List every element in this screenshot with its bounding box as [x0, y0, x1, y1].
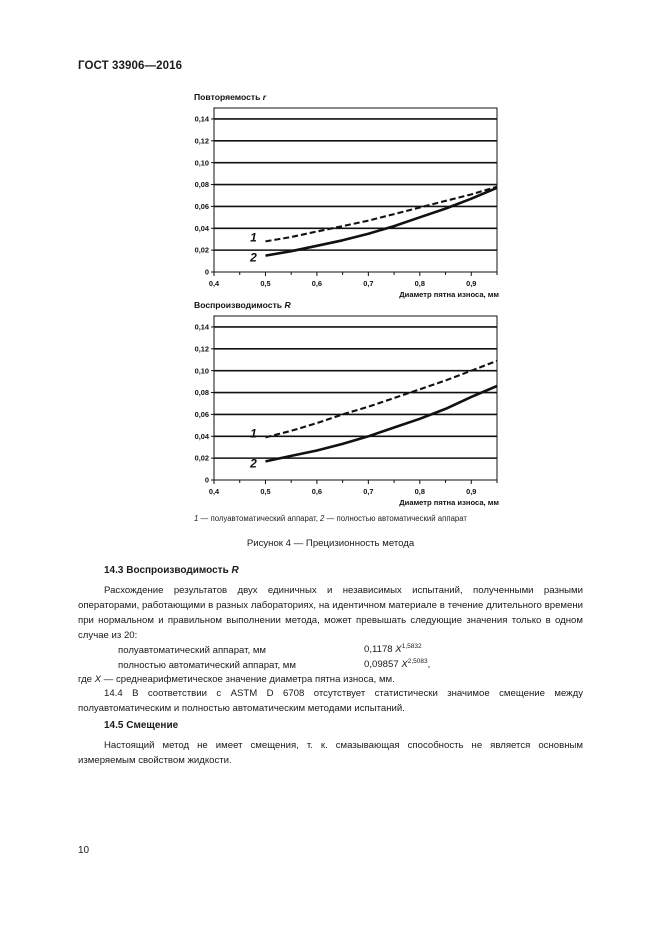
formula-row-full-auto-value [364, 658, 430, 670]
where-x-definition [78, 672, 395, 687]
section-14-3-heading [104, 565, 239, 576]
formula-1-variable: X [395, 644, 402, 655]
reproducibility-chart [0, 293, 661, 513]
section-14-3-paragraph: Расхождение результатов двух единичных и независимых испытаний, полученными разными операторами, работающими в разных лабораториях, на идентичном материале в течение длительного времени при нормальном и правильном выполнении метода, может превышать следующие значения только в одном случае из 20: [78, 585, 583, 641]
formula-2-exponent: 2,5083 [407, 658, 428, 665]
chart-title-symbol: r [262, 92, 267, 102]
y-tick-label: 0,02 [194, 453, 209, 463]
section-14-5-paragraph: Настоящий метод не имеет смещения, т. к. смазывающая способность не является основным измеряемым свойством жидкости. [78, 740, 583, 766]
x-tick-label: 0,5 [260, 487, 271, 496]
y-tick-label: 0,04 [194, 431, 209, 441]
y-tick-label: 0,12 [194, 136, 209, 146]
legend-1-text: — полуавтоматический аппарат, [198, 514, 321, 523]
where-prefix: где [78, 674, 95, 685]
y-tick-label: 0,06 [194, 410, 209, 419]
y-tick-label: 0,14 [194, 322, 209, 332]
where-text: — среднеарифметическое значение диаметра пятна износа, мм. [101, 674, 395, 685]
x-tick-label: 0,5 [260, 279, 271, 288]
section-14-3-heading-symbol: R [231, 565, 239, 576]
series-1-label: 1 [250, 230, 257, 245]
y-tick-label: 0 [204, 267, 209, 277]
plot-frame [214, 316, 497, 480]
formula-row-full-auto-label: полностью автоматический аппарат, мм [118, 660, 297, 671]
x-tick-label: 0,4 [208, 279, 220, 288]
legend-2-text: — полностью автоматический аппарат [324, 514, 467, 523]
series-2-label: 2 [250, 456, 257, 471]
x-tick-label: 0,8 [414, 487, 425, 496]
section-14-4-paragraph: 14.4 В соответствии с ASTM D 6708 отсутствует статистически значимое смещение между полуавтоматическим и полностью автоматическим методами испытаний. [78, 688, 583, 714]
y-tick-label: 0,10 [194, 158, 209, 168]
y-tick-label: 0,14 [194, 114, 209, 124]
series-2-label: 2 [250, 250, 257, 265]
y-tick-label: 0,08 [194, 388, 209, 398]
series-2-line [266, 188, 498, 256]
legend-2-number: 2 [320, 514, 325, 523]
series-1-line [266, 361, 498, 438]
chart-title [194, 92, 267, 102]
y-tick-label: 0,06 [194, 202, 209, 211]
y-tick-label: 0,02 [194, 245, 209, 255]
y-tick-label: 0,12 [194, 344, 209, 354]
section-14-3-heading-text: 14.3 Воспроизводимость [104, 565, 232, 576]
series-2-line [266, 386, 498, 461]
figure-caption: Рисунок 4 — Прецизионность метода [246, 538, 415, 549]
series-1-line [266, 187, 498, 242]
chart-title [194, 300, 291, 310]
x-tick-label: 0,6 [311, 279, 323, 288]
chart-title-symbol: R [284, 300, 291, 310]
formula-row-semi-auto-value [364, 643, 422, 655]
y-tick-label: 0,08 [194, 180, 209, 190]
formula-2-variable: X [401, 659, 408, 670]
x-tick-label: 0,4 [208, 487, 220, 496]
figure-legend [0, 514, 661, 523]
chart-title-text: Повторяемость [194, 92, 263, 102]
formula-row-semi-auto-label: полуавтоматический аппарат, мм [118, 645, 267, 656]
x-tick-label: 0,9 [466, 279, 477, 288]
x-axis-label: Диаметр пятна износа, мм [399, 290, 499, 299]
document-code: ГОСТ 33906—2016 [78, 60, 183, 72]
y-tick-label: 0 [204, 475, 209, 485]
y-tick-label: 0,10 [194, 366, 209, 376]
formula-1-coefficient: 0,1178 [364, 644, 396, 655]
formula-2-comma: , [427, 659, 431, 670]
section-14-5-heading: 14.5 Смещение [104, 720, 179, 731]
formula-2-coefficient: 0,09857 [364, 659, 402, 670]
chart-title-text: Воспроизводимость [194, 300, 285, 310]
formula-1-exponent: 1,5832 [401, 643, 422, 650]
page-number: 10 [78, 845, 90, 856]
x-axis-label: Диаметр пятна износа, мм [399, 498, 499, 507]
where-variable: X [94, 674, 102, 685]
x-tick-label: 0,9 [466, 487, 477, 496]
x-tick-label: 0,7 [363, 487, 374, 496]
plot-frame [214, 108, 497, 272]
x-tick-label: 0,6 [311, 487, 323, 496]
x-tick-label: 0,8 [414, 279, 425, 288]
y-tick-label: 0,04 [194, 223, 209, 233]
legend-1-number: 1 [194, 514, 199, 523]
repeatability-chart [0, 85, 661, 305]
series-1-label: 1 [250, 426, 257, 441]
x-tick-label: 0,7 [363, 279, 374, 288]
